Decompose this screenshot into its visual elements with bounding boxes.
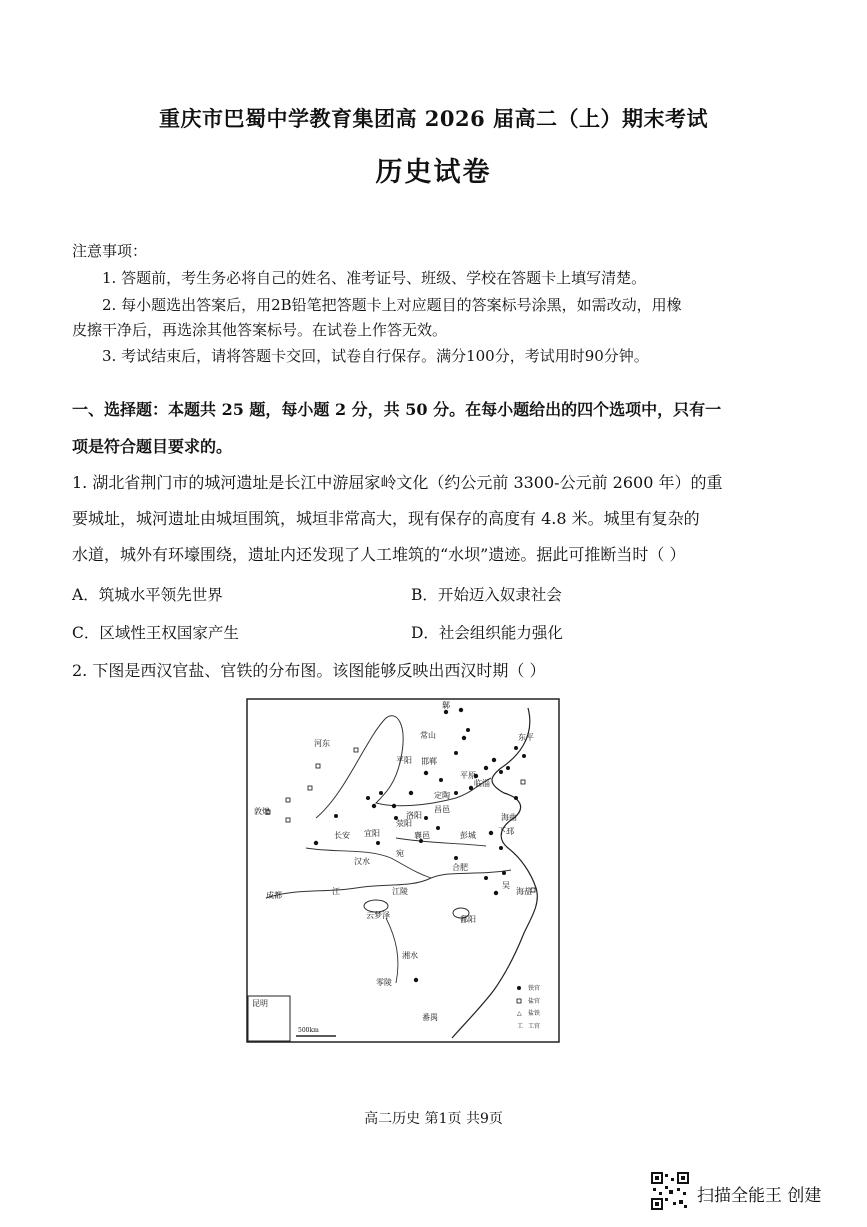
svg-text:工: 工 xyxy=(517,1023,524,1030)
svg-text:长安: 长安 xyxy=(334,831,350,840)
svg-text:吴: 吴 xyxy=(502,881,510,890)
svg-text:合肥: 合肥 xyxy=(452,863,468,872)
svg-text:敦煌: 敦煌 xyxy=(254,807,270,816)
svg-text:临淄: 临淄 xyxy=(474,779,490,788)
section-heading-cont: 项是符合题目要求的。 xyxy=(72,437,233,456)
note-item: 皮擦干净后，再选涂其他答案标号。在试卷上作答无效。 xyxy=(72,321,448,339)
q1-stem: 1. 湖北省荆门市的城河遗址是长江中游屈家岭文化（约公元前 3300-公元前 2600 年）的重 xyxy=(72,473,723,492)
note-item: 3. 考试结束后，请将答题卡交回，试卷自行保存。满分100分，考试用时90分钟。 xyxy=(102,347,649,365)
svg-text:湘水: 湘水 xyxy=(402,951,418,960)
svg-text:海盐: 海盐 xyxy=(516,887,532,896)
svg-text:成都: 成都 xyxy=(266,891,282,900)
page-footer: 高二历史 第1页 共9页 xyxy=(364,1111,503,1127)
note-item: 2. 每小题选出答案后，用2B铅笔把答题卡上对应题目的答案标号涂黑，如需改动，用橡 xyxy=(102,296,682,314)
svg-text:鄡: 鄡 xyxy=(442,701,450,710)
qr-code-icon xyxy=(651,1172,689,1210)
svg-text:番禺: 番禺 xyxy=(422,1013,438,1022)
svg-text:荥阳: 荥阳 xyxy=(396,819,412,828)
svg-text:昆明: 昆明 xyxy=(252,999,268,1008)
svg-text:彭城: 彭城 xyxy=(460,831,476,840)
svg-text:零陵: 零陵 xyxy=(376,978,392,987)
exam-title: 重庆市巴蜀中学教育集团高 2026 届高二（上）期末考试 xyxy=(158,106,709,131)
svg-text:邯郸: 邯郸 xyxy=(421,757,437,766)
q1-stem: 水道，城外有环壕围绕，遗址内还发现了人工堆筑的“水坝”遗迹。据此可推断当时（ ） xyxy=(72,545,686,564)
western-han-salt-iron-map xyxy=(246,698,560,1043)
scanner-watermark: 扫描全能王 创建 xyxy=(697,1186,822,1206)
svg-text:盐官: 盐官 xyxy=(528,998,541,1005)
svg-text:500km: 500km xyxy=(298,1027,319,1034)
note-item: 1. 答题前，考生务必将自己的姓名、准考证号、班级、学校在答题卡上填写清楚。 xyxy=(102,269,647,287)
svg-text:襄邑: 襄邑 xyxy=(414,831,430,840)
exam-subtitle: 历史试卷 xyxy=(375,157,492,188)
svg-text:昌邑: 昌邑 xyxy=(434,805,450,814)
q1-option-c[interactable]: C．区域性王权国家产生 xyxy=(72,624,239,642)
svg-text:汉水: 汉水 xyxy=(354,857,370,866)
svg-text:工官: 工官 xyxy=(528,1023,541,1030)
svg-text:定陶: 定陶 xyxy=(434,791,450,800)
q1-option-b[interactable]: B．开始迈入奴隶社会 xyxy=(411,586,562,604)
svg-text:鄱阳: 鄱阳 xyxy=(460,915,476,924)
q1-stem: 要城址，城河遗址由城垣围筑，城垣非常高大，现有保存的高度有 4.8 米。城里有复杂的 xyxy=(72,509,700,528)
svg-text:平原: 平原 xyxy=(460,771,476,780)
svg-text:洛阳: 洛阳 xyxy=(406,811,422,820)
svg-text:河东: 河东 xyxy=(314,739,330,748)
svg-text:宜阳: 宜阳 xyxy=(364,829,380,838)
svg-text:平阳: 平阳 xyxy=(396,756,412,765)
svg-text:下邳: 下邳 xyxy=(498,827,514,836)
svg-text:宛: 宛 xyxy=(396,849,404,858)
svg-text:江: 江 xyxy=(332,887,340,896)
svg-text:海曲: 海曲 xyxy=(501,813,517,822)
q1-option-a[interactable]: A．筑城水平领先世界 xyxy=(72,586,223,604)
svg-text:盐铁: 盐铁 xyxy=(528,1010,541,1017)
svg-text:江陵: 江陵 xyxy=(392,887,408,896)
section-heading: 一、选择题：本题共 25 题，每小题 2 分，共 50 分。在每小题给出的四个选项中，只有一 xyxy=(72,400,722,419)
notes-heading: 注意事项： xyxy=(72,242,148,260)
svg-text:△: △ xyxy=(517,1010,522,1017)
q1-option-d[interactable]: D．社会组织能力强化 xyxy=(411,624,563,642)
svg-text:常山: 常山 xyxy=(420,731,436,740)
svg-text:铁官: 铁官 xyxy=(528,985,541,992)
svg-text:东平: 东平 xyxy=(518,733,534,742)
q2-stem: 2. 下图是西汉官盐、官铁的分布图。该图能够反映出西汉时期（ ） xyxy=(72,661,546,680)
svg-text:云梦泽: 云梦泽 xyxy=(366,911,390,920)
